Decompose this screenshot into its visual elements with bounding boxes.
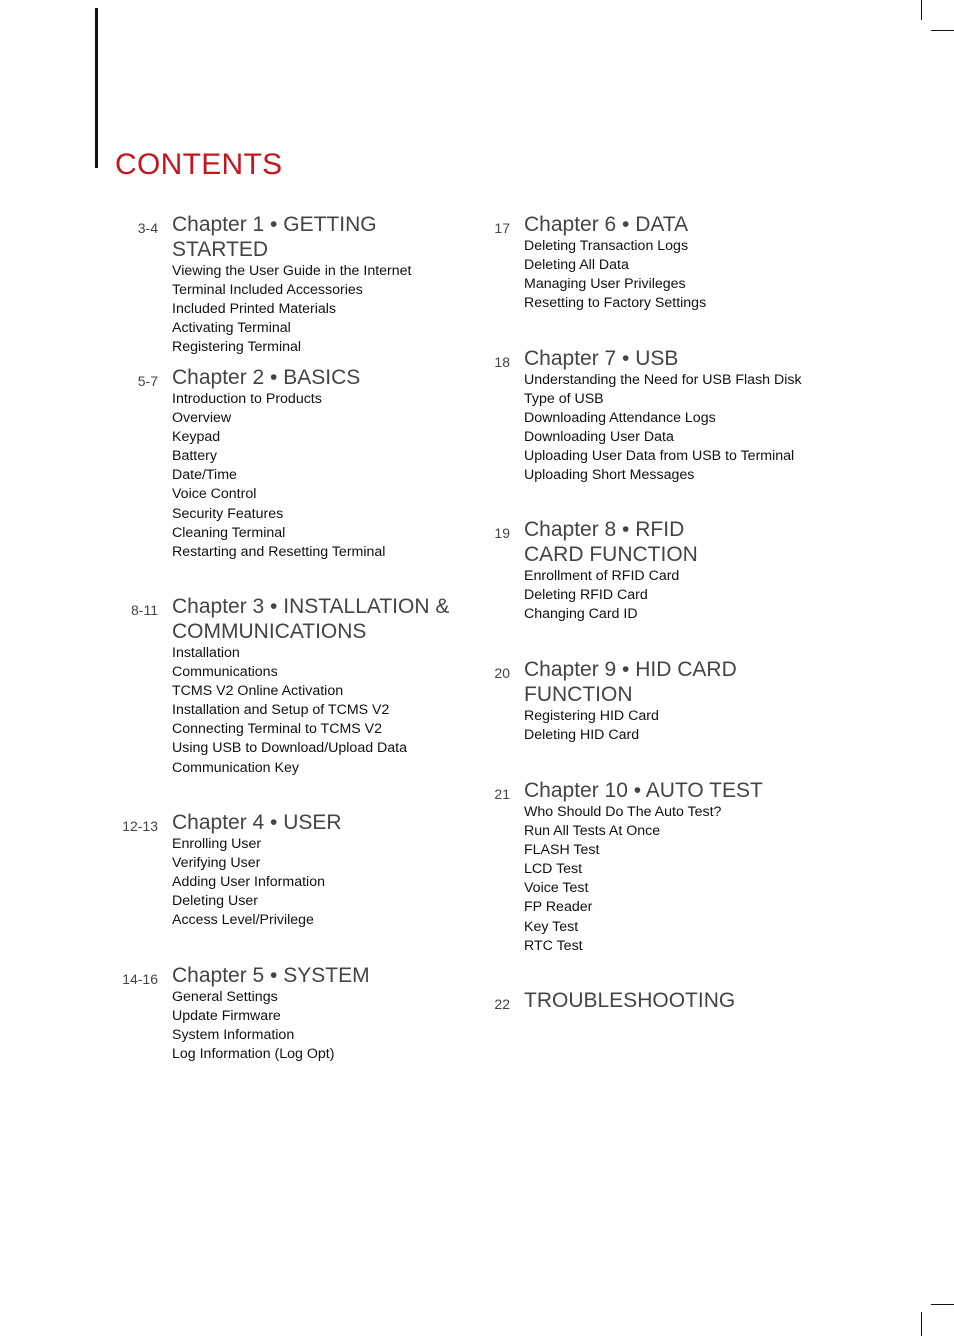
section-title[interactable]: Chapter 2 • BASICS — [172, 366, 361, 389]
section-page-range: 17 — [494, 220, 510, 236]
page-title: CONTENTS — [115, 148, 283, 182]
toc-entry[interactable]: Changing Card ID — [524, 606, 638, 623]
toc-entry[interactable]: Understanding the Need for USB Flash Disk — [524, 372, 802, 388]
toc-section-chapter-8 — [470, 517, 890, 657]
toc-entry[interactable]: FLASH Test — [524, 842, 600, 859]
toc-entry[interactable]: Introduction to Products — [172, 391, 322, 407]
toc-entry[interactable]: Enrolling User — [172, 836, 262, 852]
section-title[interactable]: Chapter 4 • USER — [172, 811, 342, 834]
left-margin-bar — [95, 8, 98, 168]
section-page-range: 8-11 — [131, 602, 158, 618]
section-page-range: 22 — [494, 996, 510, 1012]
toc-entry[interactable]: Verifying User — [172, 855, 261, 872]
toc-entry[interactable]: Communication Key — [172, 759, 299, 776]
section-title[interactable]: Chapter 3 • INSTALLATION & COMMUNICATIONS — [172, 595, 450, 643]
toc-entry[interactable]: RTC Test — [524, 937, 583, 954]
toc-section-troubleshooting — [470, 988, 890, 1013]
toc-left-column — [100, 212, 470, 1064]
toc-section-chapter-4 — [100, 810, 470, 963]
toc-entry[interactable]: Managing User Privileges — [524, 276, 686, 293]
toc-entry[interactable]: Battery — [172, 448, 217, 465]
crop-mark-bottom-vertical — [921, 1312, 922, 1336]
toc-section-chapter-2 — [100, 365, 470, 594]
section-page-range: 12-13 — [122, 818, 158, 834]
toc-entry[interactable]: Deleting RFID Card — [524, 587, 648, 604]
toc-entry[interactable]: Adding User Information — [172, 874, 325, 891]
toc-entry[interactable]: Deleting User — [172, 893, 258, 910]
toc-entry[interactable]: Deleting HID Card — [524, 727, 640, 744]
toc-entry[interactable]: Terminal Included Accessories — [172, 282, 363, 299]
toc-section-chapter-6 — [470, 212, 890, 346]
toc-entry[interactable]: Using USB to Download/Upload Data — [172, 740, 408, 757]
toc-section-chapter-5 — [100, 963, 470, 1064]
toc-section-chapter-1 — [100, 212, 470, 365]
toc-entry[interactable]: Viewing the User Guide in the Internet — [172, 263, 412, 279]
section-title[interactable]: Chapter 8 • RFID CARD FUNCTION — [524, 518, 698, 566]
crop-mark-top-vertical — [921, 0, 922, 20]
section-title[interactable]: Chapter 10 • AUTO TEST — [524, 779, 763, 802]
toc-entry[interactable]: Installation — [172, 645, 240, 661]
toc-entry[interactable]: Key Test — [524, 918, 579, 935]
toc-entry[interactable]: Restarting and Resetting Terminal — [172, 543, 386, 560]
toc-section-chapter-10 — [470, 778, 890, 988]
section-page-range: 20 — [494, 665, 510, 681]
toc-entry[interactable]: Run All Tests At Once — [524, 823, 661, 840]
crop-mark-top-horizontal — [931, 30, 954, 31]
toc-entry[interactable]: Activating Terminal — [172, 320, 291, 337]
toc-entry[interactable]: Resetting to Factory Settings — [524, 295, 707, 312]
toc-entry[interactable]: LCD Test — [524, 861, 583, 878]
toc-entry[interactable]: Registering HID Card — [524, 708, 659, 724]
crop-mark-bottom-horizontal — [931, 1304, 954, 1305]
toc-entry[interactable]: Date/Time — [172, 467, 237, 484]
toc-entry[interactable]: Who Should Do The Auto Test? — [524, 804, 722, 820]
toc-entry[interactable]: Installation and Setup of TCMS V2 — [172, 702, 390, 719]
toc-entry[interactable]: Cleaning Terminal — [172, 524, 286, 541]
toc-entry[interactable]: Downloading User Data — [524, 429, 674, 446]
toc-entry[interactable]: Uploading Short Messages — [524, 467, 695, 484]
section-title[interactable]: Chapter 6 • DATA — [524, 213, 689, 236]
toc-entry[interactable]: Uploading User Data from USB to Terminal — [524, 448, 795, 465]
toc-entry[interactable]: General Settings — [172, 989, 278, 1005]
toc-entry[interactable]: Deleting All Data — [524, 257, 629, 274]
toc-entry[interactable]: TCMS V2 Online Activation — [172, 683, 344, 700]
toc-entry[interactable]: Enrollment of RFID Card — [524, 568, 680, 584]
section-page-range: 14-16 — [122, 971, 158, 987]
toc-entry[interactable]: Voice Control — [172, 486, 257, 503]
toc-entry[interactable]: Connecting Terminal to TCMS V2 — [172, 721, 383, 738]
toc-entry[interactable]: Update Firmware — [172, 1008, 281, 1025]
toc-entry[interactable]: Type of USB — [524, 391, 604, 408]
section-title[interactable]: Chapter 7 • USB — [524, 347, 679, 370]
toc-entry[interactable]: Security Features — [172, 505, 284, 522]
toc-section-chapter-3 — [100, 594, 470, 810]
section-title[interactable]: Chapter 5 • SYSTEM — [172, 964, 370, 987]
toc-entry[interactable]: Access Level/Privilege — [172, 912, 314, 929]
toc-entry[interactable]: Keypad — [172, 429, 221, 446]
section-title[interactable]: Chapter 1 • GETTING STARTED — [172, 213, 377, 261]
toc-entry[interactable]: System Information — [172, 1027, 295, 1044]
toc-entry[interactable]: Downloading Attendance Logs — [524, 410, 716, 427]
section-page-range: 21 — [494, 786, 510, 802]
toc-section-chapter-9 — [470, 657, 890, 778]
toc-entry[interactable]: FP Reader — [524, 899, 593, 916]
section-page-range: 3-4 — [137, 220, 158, 236]
toc-entry[interactable]: Voice Test — [524, 880, 589, 897]
section-page-range: 19 — [494, 525, 510, 541]
toc-entry[interactable]: Deleting Transaction Logs — [524, 238, 689, 254]
toc-entry[interactable]: Overview — [172, 410, 232, 427]
toc-section-chapter-7 — [470, 346, 890, 517]
section-title[interactable]: Chapter 9 • HID CARD FUNCTION — [524, 658, 737, 706]
toc-entry[interactable]: Communications — [172, 664, 278, 681]
section-page-range: 18 — [494, 354, 510, 370]
section-page-range: 5-7 — [137, 373, 158, 389]
section-title[interactable]: TROUBLESHOOTING — [524, 989, 736, 1012]
toc-entry[interactable]: Registering Terminal — [172, 339, 302, 356]
toc-entry[interactable]: Log Information (Log Opt) — [172, 1046, 335, 1063]
toc-right-column — [470, 212, 890, 1013]
toc-entry[interactable]: Included Printed Materials — [172, 301, 337, 318]
